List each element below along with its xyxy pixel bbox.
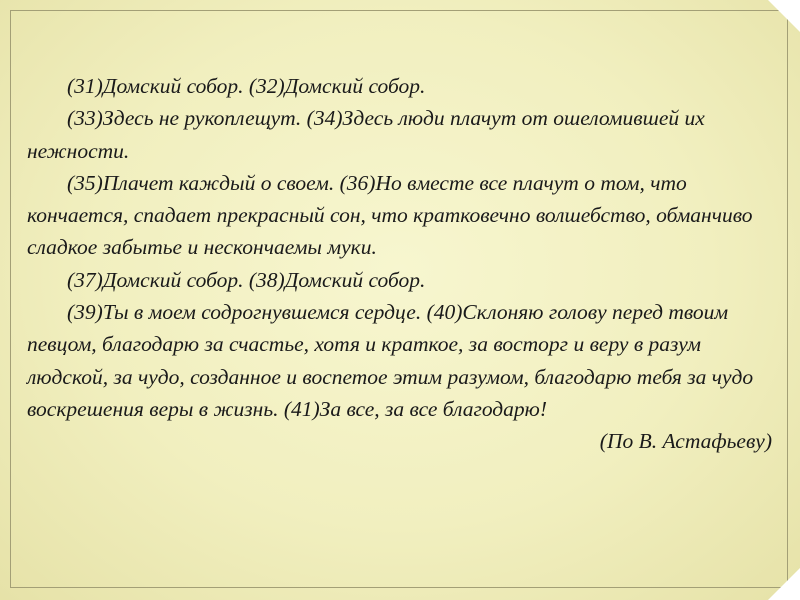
folded-corner-bottom-right [768, 568, 800, 600]
attribution: (По В. Астафьеву) [599, 429, 772, 454]
paragraph-39-41: (39)Ты в моем содрогнувшемся сердце. (40)Склоняю голову перед твоим певцом, благодарю за счастье, хотя и краткое, за восторг и веру в разум людской, за чудо, созданное и воспетое этим разумом, благодарю тебя за чудо воскрешения веры в жизнь. (41)За все, за все благодарю! [27, 300, 754, 421]
paragraph-33-34: (33)Здесь не рукоплещут. (34)Здесь люди плачут от ошеломившей их нежности. [27, 106, 705, 163]
paragraph-35-36: (35)Плачет каждый о своем. (36)Но вместе все плачут о том, что кончается, спадает прекрасный сон, что кратковечно волшебство, обманчиво сладкое забытье и нескончаемы муки. [27, 170, 753, 260]
paragraph-31-32: (31)Домский собор. (32)Домский собор. [67, 74, 426, 98]
folded-corner-top-right [768, 0, 800, 32]
text-excerpt [27, 70, 772, 458]
paragraph-37-38: (37)Домский собор. (38)Домский собор. [67, 267, 426, 292]
